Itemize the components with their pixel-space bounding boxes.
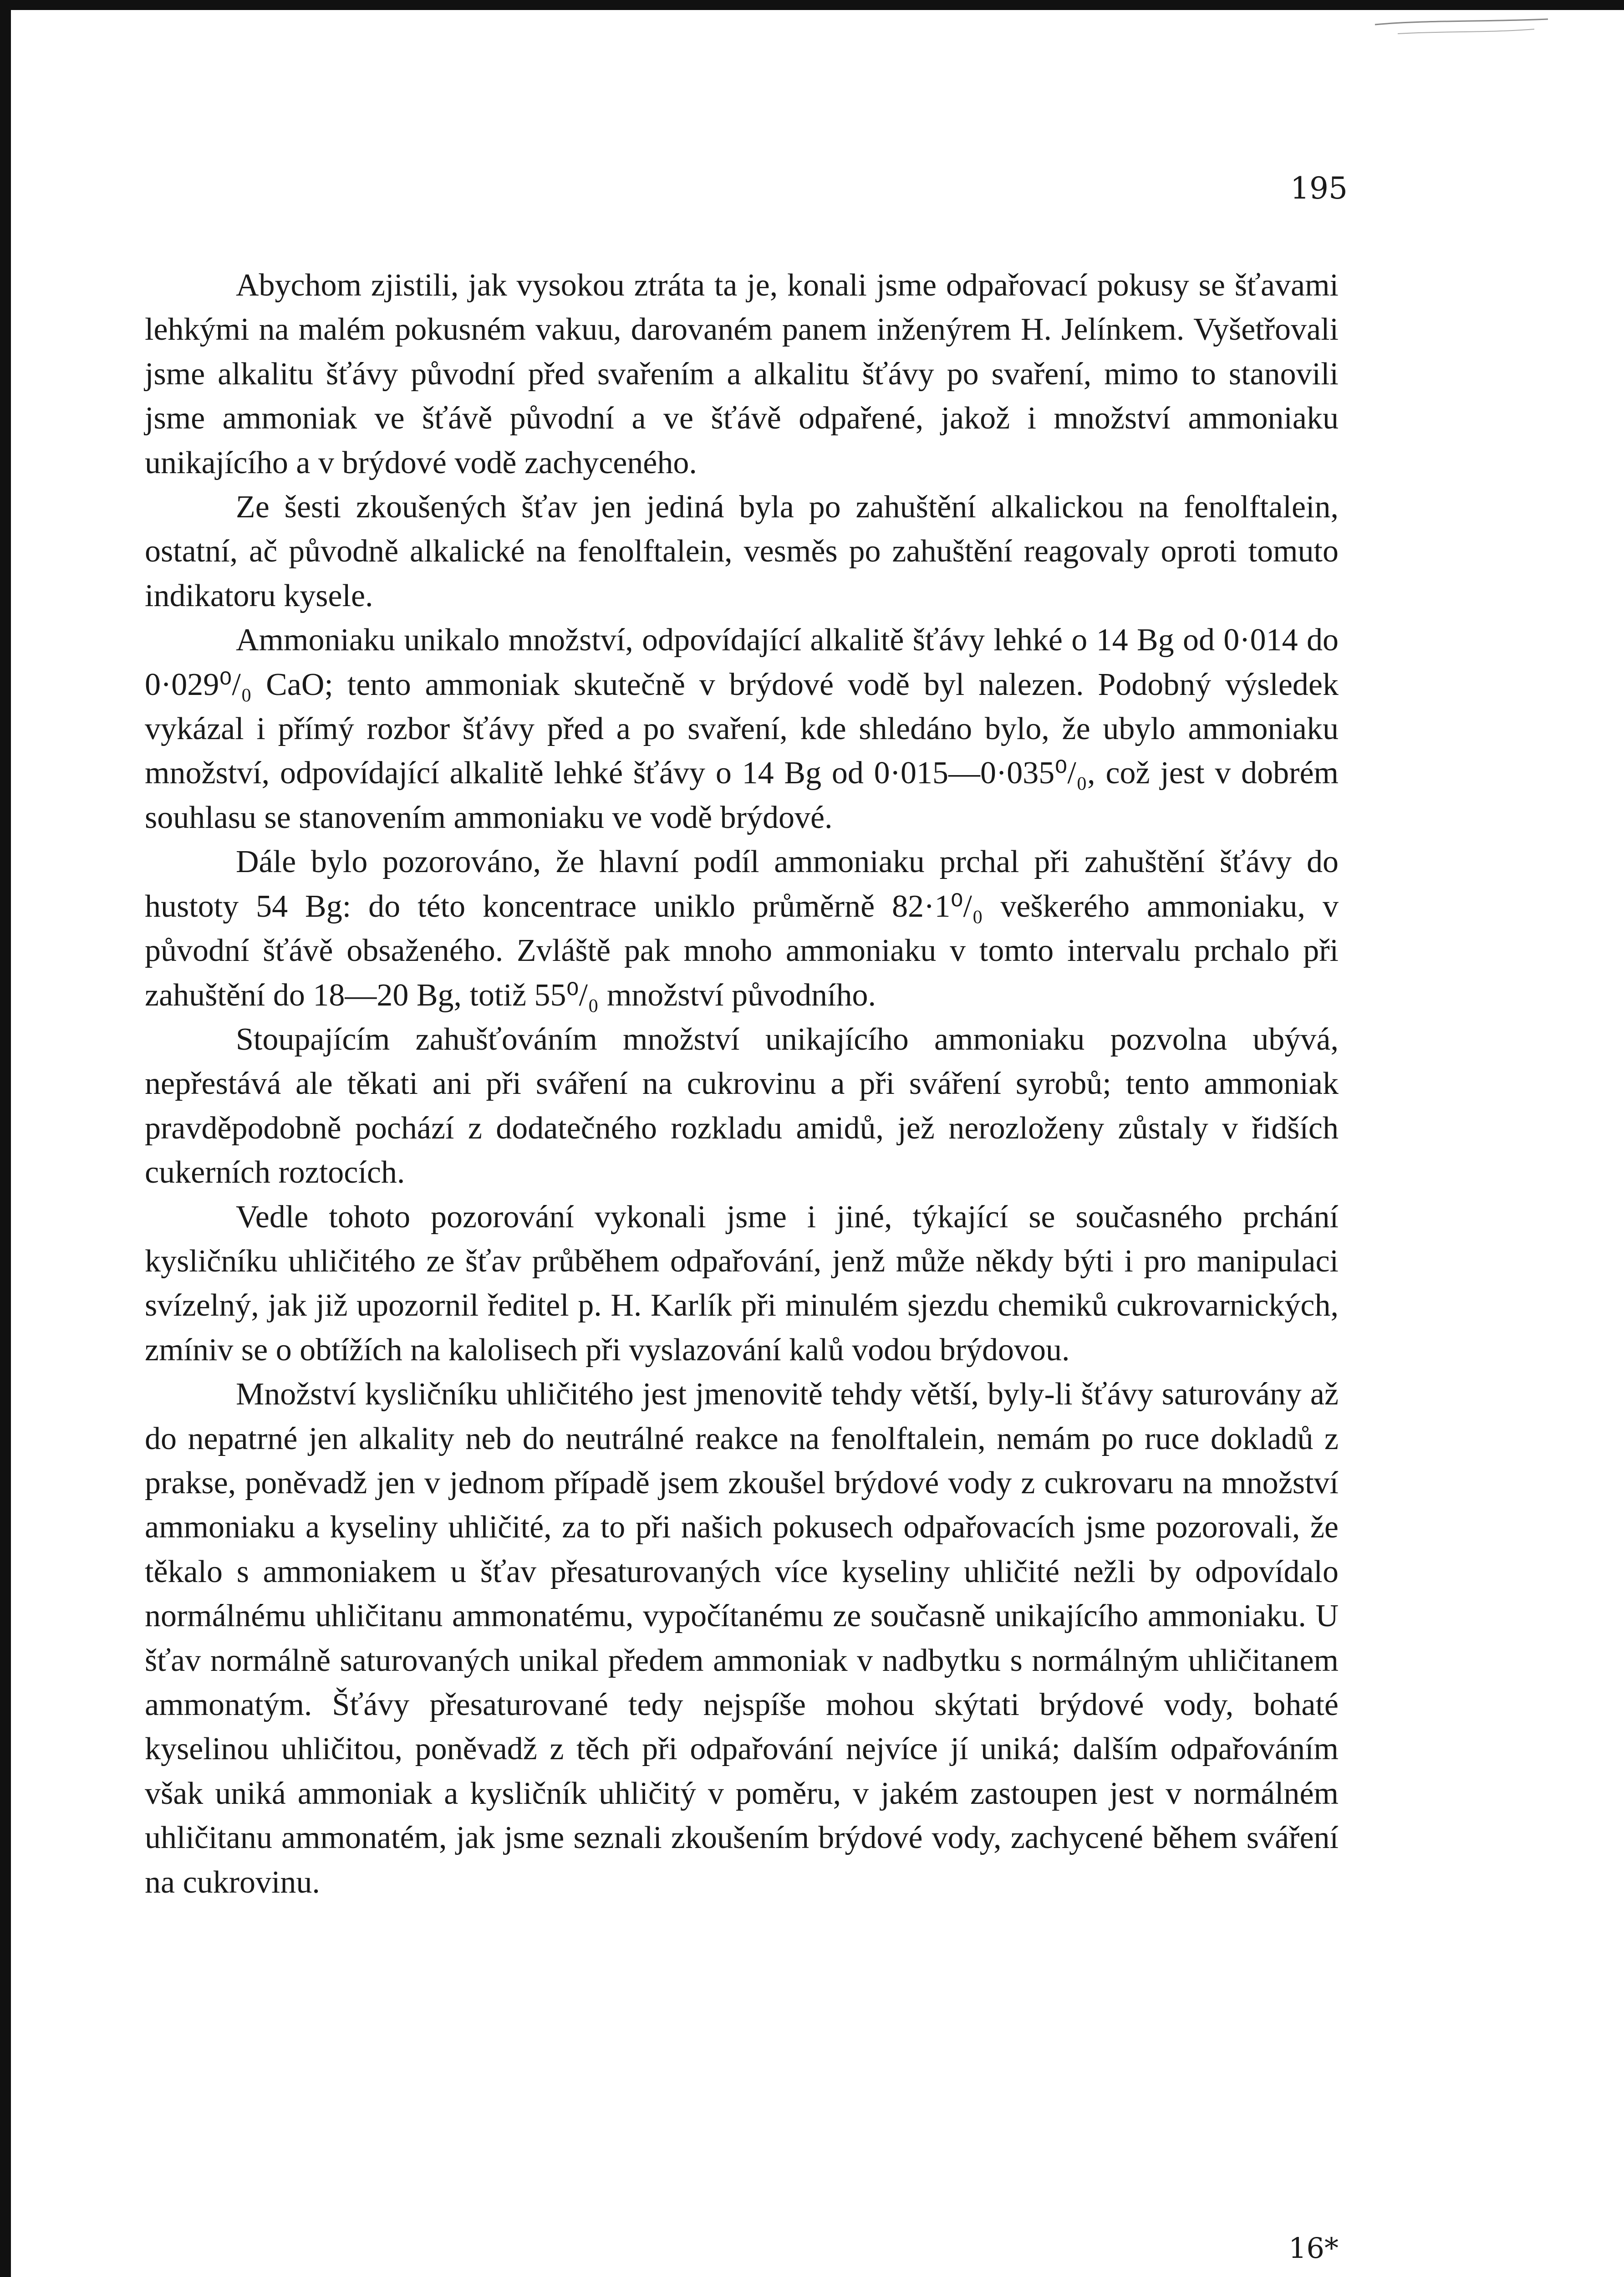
paragraph-6: Vedle tohoto pozorování vykonali jsme i jiné, týkající se současného prchání kysličníku uhličitého ze šťav průběhem odpařování, jenž může někdy býti i pro manipulaci svízelný, jak již upozornil ředitel p. H. Karlík při minulém sjezdu chemiků cukrovarnických, zmíniv se o obtížích na kalolisech při vyslazování kalů vodou brýdovou. [145,1199,1339,1368]
paragraph-4: Dále bylo pozorováno, že hlavní podíl ammoniaku prchal při zahuštění šťávy do hustoty 54 Bg: do této koncentrace uniklo průměrně 82·1⁰/₀ veškerého ammoniaku, v původní šťávě obsaženého. Zvláště pak mnoho ammoniaku v tomto intervalu prchalo při zahuštění do 18—20 Bg, totiž 55⁰/₀ množství původního. [145,844,1339,1013]
paragraph-7: Množství kysličníku uhličitého jest jmenovitě tehdy větší, byly-li šťávy saturovány až do nepatrné jen alkality neb do neutrálné reakce na fenolftalein, nemám po ruce dokladů z prakse, poněvadž jen v jednom případě jsem zkoušel brýdové vody z cukrovaru na množství ammoniaku a kyseliny uhličité, za to při našich pokusech odpařovacích jsme pozorovali, že těkalo s ammoniakem u šťav přesaturovaných více kyseliny uhličité nežli by odpovídalo normálnému uhličitanu ammonatému, vypočítanému ze současně unikajícího ammoniaku. U šťav normálně saturovaných unikal předem ammoniak v nadbytku s normálným uhličitanem ammonatým. Šťávy přesaturované tedy nejspíše mohou skýtati brýdové vody, bohaté kyselinou uhličitou, poněvadž z těch při odpařování nejvíce jí uniká; dalším odpařováním však uniká ammoniak a kysličník uhličitý v poměru, v jakém zastoupen jest v normálném uhličitanu ammonatém, jak jsme seznali zkoušením brýdové vody, zachycené během sváření na cukrovinu. [145,1377,1339,1900]
scan-border-top [0,0,1624,10]
paragraph-2: Ze šesti zkoušených šťav jen jediná byla po zahuštění alkalickou na fenolftalein, ostatní, ač původně alkalické na fenolftalein, vesměs po zahuštění reagovaly oproti tomuto indikatoru kysele. [145,490,1339,613]
scan-border-left [0,0,11,2277]
scan-scratch-mark [1370,15,1553,52]
paragraph-5: Stoupajícím zahušťováním množství unikajícího ammoniaku pozvolna ubývá, nepřestává ale těkati ani při sváření na cukrovinu a při sváření syrobů; tento ammoniak pravděpodobně pochází z dodatečného rozkladu amidů, jež nerozloženy zůstaly v řidších cukerních roztocích. [145,1021,1339,1190]
signature-mark: 16* [1288,2231,1339,2265]
paragraph-3: Ammoniaku unikalo množství, odpovídající alkalitě šťávy lehké o 14 Bg od 0·014 do 0·029⁰/₀ CaO; tento ammoniak skutečně v brýdové vodě byl nalezen. Podobný výsledek vykázal i přímý rozbor šťávy před a po svaření, kde shledáno bylo, že ubylo ammoniaku množství, odpovídající alkalitě lehké šťávy o 14 Bg od 0·015—0·035⁰/₀, což jest v dobrém souhlasu se stanovením ammoniaku ve vodě brýdové. [145,623,1339,835]
page-number: 195 [1290,171,1348,206]
body-text [145,263,1339,1904]
paragraph-1: Abychom zjistili, jak vysokou ztráta ta je, konali jsme odpařovací pokusy se šťavami lehkými na malém pokusném vakuu, darovaném panem inženýrem H. Jelínkem. Vyšetřovali jsme alkalitu šťávy původní před svařením a alkalitu šťávy po svaření, mimo to stanovili jsme ammoniak ve šťávě původní a ve šťávě odpařené, jakož i množství ammoniaku unikajícího a v brýdové vodě zachyceného. [145,268,1339,480]
